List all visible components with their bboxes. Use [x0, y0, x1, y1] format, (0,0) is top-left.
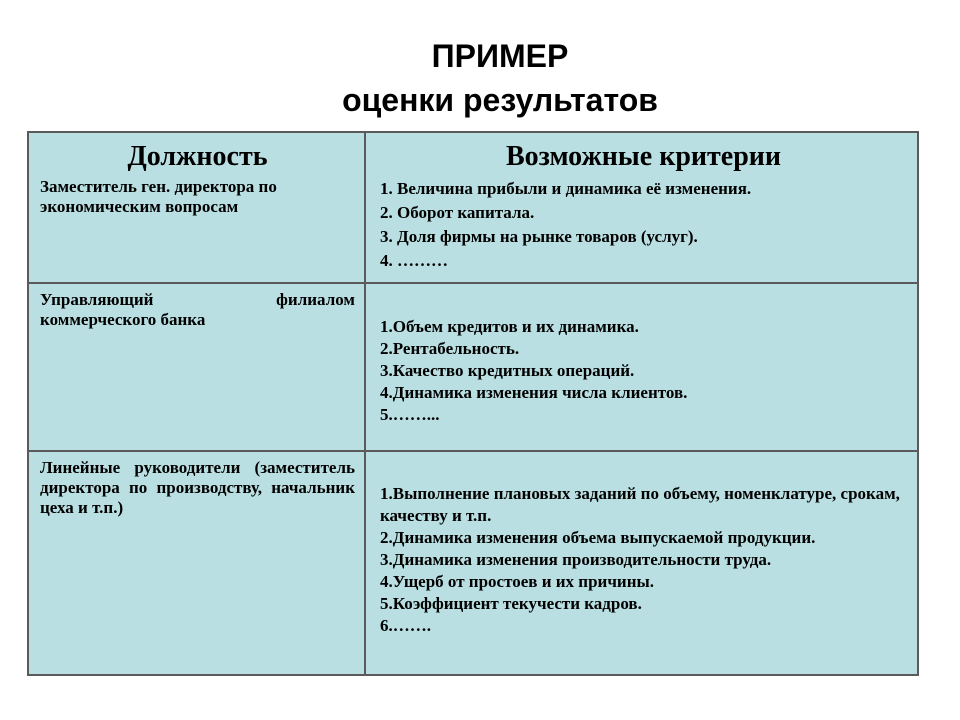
table-cell-criteria — [365, 451, 918, 675]
evaluation-table — [27, 131, 919, 676]
criteria-list — [380, 316, 907, 426]
table-cell-position — [28, 132, 365, 283]
criteria-item: 5.……... — [380, 405, 440, 424]
column-header-criteria: Возможные критерии — [505, 141, 782, 172]
table-row — [28, 283, 918, 451]
criteria-item: 4.Динамика изменения числа клиентов. — [380, 383, 688, 402]
criteria-item: 2. Оборот капитала. — [380, 203, 535, 222]
position-text: Линейные руководители (заместитель директора по производству, начальник цеха и т.п.) — [40, 458, 355, 517]
criteria-list — [380, 177, 907, 273]
table-row — [28, 132, 918, 283]
table-row — [28, 451, 918, 675]
position-text-line: Управляющий филиалом — [40, 290, 355, 309]
criteria-item: 3. Доля фирмы на рынке товаров (услуг). — [380, 227, 698, 246]
criteria-item: 5.Коэффициент текучести кадров. — [380, 594, 642, 613]
column-header-position: Должность — [127, 141, 268, 172]
position-text-line: коммерческого банка — [40, 310, 206, 329]
table-cell-position — [28, 283, 365, 451]
table-cell-position — [28, 451, 365, 675]
table-cell-criteria — [365, 283, 918, 451]
criteria-item: 1.Выполнение плановых заданий по объему, номенклатуре, срокам, качеству и т.п. — [380, 484, 900, 525]
slide-title: ПРИМЕР — [431, 38, 569, 74]
criteria-list — [380, 483, 907, 637]
criteria-item: 3.Динамика изменения производительности труда. — [380, 550, 772, 569]
criteria-item: 4. ……… — [380, 251, 448, 270]
criteria-item: 1.Объем кредитов и их динамика. — [380, 317, 639, 336]
criteria-item: 1. Величина прибыли и динамика её изменения. — [380, 179, 752, 198]
slide-subtitle: оценки результатов — [342, 82, 658, 118]
criteria-item: 3.Качество кредитных операций. — [380, 361, 635, 380]
criteria-item: 2.Рентабельность. — [380, 339, 520, 358]
table-cell-criteria — [365, 132, 918, 283]
position-text: Заместитель ген. директора по экономическим вопросам — [40, 177, 277, 216]
criteria-item: 4.Ущерб от простоев и их причины. — [380, 572, 655, 591]
criteria-item: 6.……. — [380, 616, 431, 635]
criteria-item: 2.Динамика изменения объема выпускаемой продукции. — [380, 528, 816, 547]
